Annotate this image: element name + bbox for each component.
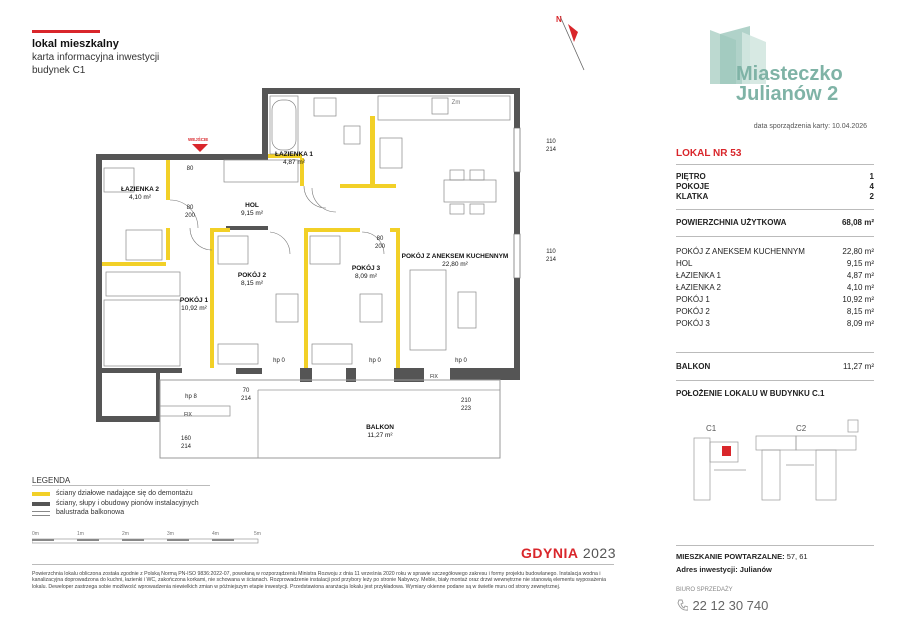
room-row-name: POKÓJ 3 [676,319,710,328]
building-minimap [686,410,876,510]
sales-label: BIURO SPRZEDAŻY [676,587,733,593]
room-label-living: POKÓJ Z ANEKSEM KUCHENNYM [401,253,509,260]
room-label-balcony: BALKON [366,424,394,431]
sep-2 [676,209,874,210]
balcony-outline [160,380,500,458]
demolishable-walls [102,116,400,368]
dim-fix: FIX [184,412,192,418]
room-row [676,259,874,268]
room-row [676,307,874,316]
row-area [676,218,874,227]
dim-hp0-2: hp 0 [369,358,381,364]
dim-hp8: hp 8 [185,394,197,400]
scale-0: 0m [32,531,39,537]
city-year: 2023 [582,545,616,561]
north-label: N [556,15,562,24]
address-value: Julianów [739,565,772,574]
room-row-area: 4,87 m² [846,271,874,280]
room-area-living: 22,80 m² [442,261,468,268]
phone-number[interactable]: 22 12 30 740 [692,598,769,613]
page-subtitle: karta informacyjna inwestycji [32,52,160,63]
floor-label: PIĘTRO [676,172,706,181]
dim-214-c: 214 [180,444,191,450]
room-row-area: 22,80 m² [842,247,874,256]
unit-title: LOKAL NR 53 [676,148,742,159]
room-row-name: POKÓJ Z ANEKSEM KUCHENNYM [676,247,805,256]
legend-item-demolish: ściany działowe nadające się do demontażu [56,490,193,497]
room-row [676,247,874,256]
dim-door-bath2: 80 [186,166,194,172]
room-area-balcony: 11,27 m² [367,432,393,439]
room-label-bath1: ŁAZIENKA 1 [274,151,314,158]
entrance-label: WEJŚCIE [188,137,209,142]
dim-zm: Zm [451,100,461,106]
legend-item-structural: ściany, słupy i obudowy pionów instalacyjnych [56,500,199,507]
dim-door-p3-h: 200 [374,244,385,250]
scale-2: 2m [122,531,129,537]
room-row-area: 4,10 m² [846,283,874,292]
room-label-bath2: ŁAZIENKA 2 [120,186,160,193]
rooms-value: 4 [869,182,874,191]
sep-1 [676,164,874,165]
city-badge [521,545,616,561]
repeat-row [676,552,808,561]
room-row-area: 8,09 m² [846,319,874,328]
room-area-bath2: 4,10 m² [128,194,152,201]
floor-value: 1 [869,172,874,181]
sep-5 [676,380,874,381]
building-label: budynek C1 [32,65,86,76]
legend-title: LEGENDA [32,476,71,485]
city-name: GDYNIA [521,545,579,561]
room-row [676,283,874,292]
scale-bar [32,538,262,544]
room-area-bath1: 4,87 m² [282,159,306,166]
area-label: POWIERZCHNIA UŻYTKOWA [676,218,787,227]
room-area-hol: 9,15 m² [240,210,264,217]
logo-line1: Miasteczko [736,63,843,85]
entrance-arrow-icon [192,144,208,152]
footer-note: Powierzchnia lokalu obliczona została zgodnie z Polską Normą PN-ISO 9836:2022-07, powołaną w rozporządzeniu Ministra Rozwoju z dnia 11 września 2020 roku w sprawie szczegółowego zakresu i formy projektu budowlanego. Instalacja wodna i kanalizacyjna doprowadzona do kuchni, łazienki i WC, zakończona korkami, nie schowana w ścianach. Rozprowadzenie instalacji pod przybory leży po stronie Nabywcy. Meble, biały montaż oraz drzwi wewnętrzne nie stanowią elementu wyposażenia lokalu. Deweloper zastrzega sobie możliwość wprowadzenia niewielkich zmian w późniejszym etapie inwestycji. Przedstawiona aranżacja lokalu jest przykładowa. Wymiary okienne podane są w świetle muru od strony zewnętrznej. [32,571,606,590]
room-label-pokoj3: POKÓJ 3 [351,265,381,272]
logo-line2: Julianów 2 [736,83,839,105]
room-label-pokoj1: POKÓJ 1 [179,297,209,304]
dim-window2-w: 110 [546,249,556,255]
room-area-pokoj2: 8,15 m² [240,280,264,287]
dim-window2-h: 214 [545,257,556,263]
rooms-label: POKOJE [676,182,710,191]
scale-1: 1m [77,531,84,537]
stair-value: 2 [869,192,874,201]
room-row-area: 9,15 m² [846,259,874,268]
row-floor [676,172,874,181]
dim-70: 70 [242,388,250,394]
legend-swatch-demolish [32,492,50,496]
dim-window1-w: 110 [546,139,556,145]
page-title: lokal mieszkalny [32,38,119,50]
room-row-name: ŁAZIENKA 2 [676,283,721,292]
room-row-area: 10,92 m² [842,295,874,304]
position-title: POŁOŻENIE LOKALU W BUDYNKU C.1 [676,389,825,398]
footer-divider [32,564,614,565]
building-c1-label: C1 [706,424,717,433]
dim-hp0-3: hp 0 [455,358,467,364]
door-swings [170,186,384,254]
room-row-area: 8,15 m² [846,307,874,316]
dim-160: 160 [180,436,191,442]
legend-divider [32,485,210,486]
room-row-name: POKÓJ 2 [676,307,710,316]
scale-3: 3m [167,531,174,537]
repeat-label: MIESZKANIE POWTARZALNE: [676,552,785,561]
address-row [676,565,772,574]
row-rooms [676,182,874,191]
dim-door-p3-w: 80 [376,236,384,242]
balcony-value: 11,27 m² [843,362,874,371]
row-balcony [676,362,874,371]
card-date: data sporządzenia karty: 10.04.2026 [753,123,867,130]
room-label-hol: HOL [245,202,259,209]
sep-3 [676,236,874,237]
room-row-name: ŁAZIENKA 1 [676,271,721,280]
dim-door-hol-w: 80 [186,205,194,211]
repeat-value: 57, 61 [786,552,808,561]
sep-6 [676,545,874,546]
dim-window1-h: 214 [545,147,556,153]
scale-4: 4m [212,531,219,537]
legend-item-railing: balustrada balkonowa [56,509,125,516]
address-label: Adres inwestycji: [676,565,738,574]
stair-label: KLATKA [676,192,709,201]
room-row-name: HOL [676,259,693,268]
unit-location-marker [722,446,731,456]
room-row [676,295,874,304]
room-area-pokoj3: 8,09 m² [354,273,378,280]
dim-hp0-1: hp 0 [273,358,285,364]
room-row [676,271,874,280]
room-row-name: POKÓJ 1 [676,295,710,304]
area-value: 68,08 m² [841,218,874,227]
legend-swatch-railing [32,511,50,516]
dim-door-hol-h: 200 [184,213,195,219]
row-stair [676,192,874,201]
room-label-pokoj2: POKÓJ 2 [237,272,267,279]
dim-223: 223 [460,406,471,412]
balcony-label: BALKON [676,362,711,371]
dim-fix2: FIX [430,374,438,380]
scale-5: 5m [254,531,261,537]
sep-4 [676,352,874,353]
phone-icon [676,599,688,613]
dim-210: 210 [460,398,471,404]
dim-214-b: 214 [240,396,251,402]
legend-swatch-structural [32,502,50,506]
phone-row[interactable] [676,597,768,615]
building-c2-label: C2 [796,424,807,433]
room-row [676,319,874,328]
room-area-pokoj1: 10,92 m² [181,305,207,312]
